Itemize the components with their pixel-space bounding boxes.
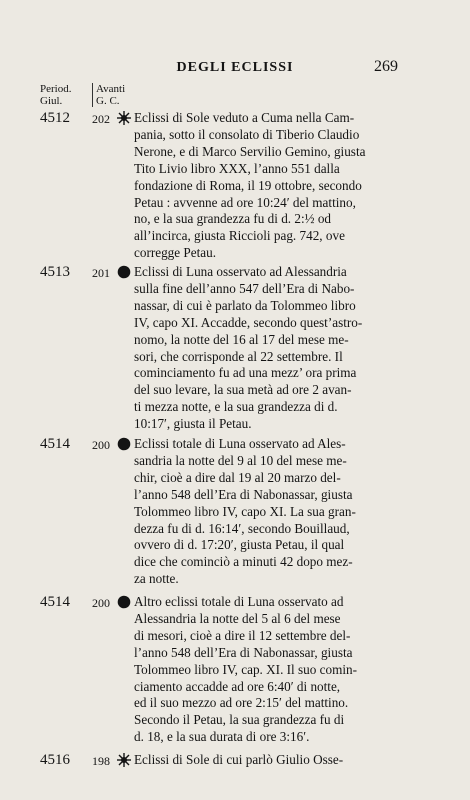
entry-text <box>134 264 386 433</box>
text-line: all’incirca, giusta Riccioli pag. 742, ove <box>134 228 345 244</box>
period-year: 4513 <box>40 264 70 280</box>
text-line: l’anno 548 dell’Era di Nabonassar, giusta <box>134 644 353 660</box>
text-line: ovvero di d. 17:20′, giusta Petau, il qual <box>134 537 345 553</box>
text-line: sulla fine dell’anno 547 dell’Era di Nabo- <box>134 280 355 296</box>
text-line: corregge Petau. <box>134 245 217 261</box>
text-line: Tito Livio libro XXX, l’anno 551 dalla <box>134 160 340 176</box>
bc-year: 200 <box>92 438 110 452</box>
text-line: Petau : avvenne ad ore 10:24′ del mattino, <box>134 194 356 210</box>
entry-text <box>134 436 386 588</box>
period-year: 4516 <box>40 752 70 768</box>
period-year: 4514 <box>40 594 70 610</box>
text-line: d. 18, e la sua durata di ore 3:16′. <box>134 729 310 745</box>
bc-year: 200 <box>92 596 110 610</box>
text-line: Altro eclissi totale di Luna osservato ad <box>134 594 344 609</box>
moon-symbol-icon <box>117 265 131 279</box>
text-line: 10:17′, giusta il Petau. <box>134 416 252 432</box>
text-line: sori, che corrisponde al 22 settembre. Il <box>134 348 343 364</box>
text-line: Eclissi di Sole veduto a Cuma nella Cam- <box>134 110 355 125</box>
entry-text <box>134 752 386 769</box>
text-line: ti mezza notte, e la sua grandezza di d. <box>134 399 338 415</box>
text-line: IV, capo XI. Accadde, secondo quest’astro- <box>134 314 363 330</box>
text-line: pania, sotto il consolato di Tiberio Claudio <box>134 126 360 142</box>
entry-text <box>134 594 386 746</box>
bc-year: 198 <box>92 754 110 768</box>
text-line: Alessandria la notte del 5 al 6 del mese <box>134 610 341 626</box>
entry-text <box>134 110 386 262</box>
avanti-column-header <box>92 83 125 107</box>
bc-year: 201 <box>92 266 110 280</box>
avanti-header-line1: Avanti <box>96 83 126 95</box>
period-header-line2: Giul. <box>40 95 63 107</box>
bc-year: 202 <box>92 112 110 126</box>
text-line: Nerone, e di Marco Servilio Gemino, giusta <box>134 143 366 159</box>
text-line: Eclissi di Sole di cui parlò Giulio Osse- <box>134 752 344 767</box>
period-header-line1: Period. <box>40 83 72 95</box>
period-column-header <box>40 83 71 107</box>
text-line: Tolommeo libro IV, capo XI. La sua gran- <box>134 503 356 519</box>
page-number: 269 <box>374 58 398 75</box>
text-line: za notte. <box>134 571 179 587</box>
sun-symbol-icon <box>117 111 131 125</box>
text-line: Eclissi di Luna osservato ad Alessandria <box>134 264 347 279</box>
text-line: ciamento accadde ad ore 6:40′ di notte, <box>134 678 341 694</box>
text-line: Secondo il Petau, la sua grandezza fu di <box>134 712 345 728</box>
text-line: l’anno 548 dell’Era di Nabonassar, giusta <box>134 486 353 502</box>
text-line: cominciamento fu ad una mezz’ ora prima <box>134 365 357 381</box>
text-line: del suo levare, la sua metà ad ore 2 avan- <box>134 382 352 398</box>
period-year: 4514 <box>40 436 70 452</box>
moon-symbol-icon <box>117 437 131 451</box>
text-line: dezza fu di d. 16:14′, secondo Bouillaud, <box>134 520 350 536</box>
sun-symbol-icon <box>117 753 131 767</box>
text-line: chir, cioè a dire dal 19 al 20 marzo del- <box>134 469 341 485</box>
text-line: nomo, la notte del 16 al 17 del mese me- <box>134 331 349 347</box>
text-line: no, e la sua grandezza fu di d. 2:½ od <box>134 211 332 227</box>
text-line: di mesori, cioè a dire il 12 settembre del- <box>134 627 351 643</box>
text-line: nassar, di cui è parlato da Tolommeo libro <box>134 297 356 313</box>
text-line: ed il suo mezzo ad ore 2:15′ del mattino. <box>134 695 349 711</box>
text-line: dice che cominciò a minuti 42 dopo mez- <box>134 554 353 570</box>
text-line: fondazione di Roma, il 19 ottobre, secondo <box>134 177 362 193</box>
text-line: sandria la notte del 9 al 10 del mese me- <box>134 452 347 468</box>
text-line: Eclissi totale di Luna osservato ad Ales- <box>134 436 346 451</box>
running-title: DEGLI ECLISSI <box>176 60 294 75</box>
period-year: 4512 <box>40 110 70 126</box>
avanti-header-line2: G. C. <box>96 95 120 107</box>
moon-symbol-icon <box>117 595 131 609</box>
text-line: Tolommeo libro IV, cap. XI. Il suo comin- <box>134 661 357 677</box>
